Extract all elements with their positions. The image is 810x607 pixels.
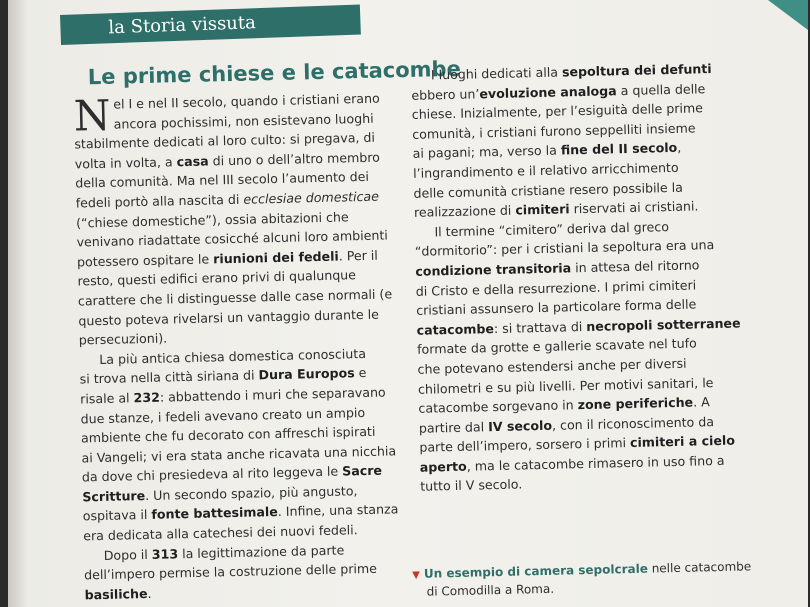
bold-term: riunioni dei fedeli (213, 248, 339, 267)
text-run: partire dal (418, 418, 489, 436)
bold-term: Dura Europos (258, 365, 355, 383)
text-run: ai Vangeli; vi era stata anche ricavata una nicchia (81, 442, 397, 466)
caption-line2: di Comodilla a Roma. (426, 581, 555, 599)
right-column (411, 58, 766, 497)
text-run: volta in volta, a (74, 153, 177, 172)
bold-term: basiliche (84, 585, 148, 603)
text-run: Dopo il (103, 546, 152, 563)
text-run: ancora pochissimi, non esistevano luoghi (113, 110, 374, 132)
left-column (73, 89, 399, 605)
text-run: : abbattendo i muri che separavano (159, 384, 386, 405)
bold-term: cimiteri (515, 201, 570, 218)
text-run: . Infine, una stanza (277, 501, 399, 520)
text-run: . Per il (338, 247, 378, 264)
bold-term: IV secolo (487, 417, 553, 434)
text-run: , ma le catacombe rimasero in uso fino a (466, 452, 725, 474)
text-run: la legittimazione da parte (177, 542, 345, 561)
text-run: venivano riadattate cosicché alcuni loro ambienti (76, 227, 388, 250)
text-run: ebbero un’ (411, 85, 480, 103)
text-run: ambiente che fu decorato con affreschi ispirati (80, 423, 376, 446)
bold-term: 313 (151, 545, 179, 562)
text-run: : si trattava di (493, 318, 587, 336)
bold-term: 232 (133, 389, 161, 406)
text-run: , con il riconoscimento da (551, 413, 715, 433)
text-run: delle comunità cristiane resero possibile la (413, 179, 684, 201)
text-run: tutto il V secolo. (420, 476, 523, 495)
text-run: dell’impero permise la costruzione delle prime (83, 561, 378, 583)
text-run: due stanze, i fedeli avevano creato un ampio (80, 404, 366, 426)
text-run: I luoghi dedicati alla (430, 64, 563, 83)
bold-term: evoluzione analoga (479, 82, 617, 101)
drop-cap: N (73, 90, 112, 141)
text-run: el I e nel II secolo, quando i cristiani erano (113, 90, 380, 112)
text-run: . (147, 585, 152, 601)
text-run: carattere che li distinguesse dalle case normali (e (77, 286, 393, 309)
text-run: . Un secondo spazio, più angusto, (145, 483, 358, 503)
text-run: formate da grotte e gallerie scavate nel tufo (416, 335, 697, 358)
right-column-text (411, 58, 766, 497)
bold-term: aperto (419, 458, 467, 475)
text-run: ai pagani; ma, verso la (412, 142, 562, 162)
text-run: realizzazione di (413, 202, 516, 220)
text-run: stabilmente dedicati al loro culto: si pregava, di (74, 129, 376, 152)
caption-bold: Un esempio di camera sepolcrale (423, 561, 649, 581)
text-run: potessero ospitare le (76, 251, 214, 270)
caption-rest: nelle catacombe (647, 559, 752, 576)
text-run: questo poteva rivelarsi un vantaggio durante le (78, 306, 380, 329)
text-run: si trova nella città siriana di (79, 367, 259, 387)
bold-term: Sacre (342, 462, 383, 479)
text-run: chiese. Inizialmente, per l’esiguità delle prime (411, 100, 704, 123)
bold-term: Scritture (82, 487, 146, 505)
bold-term: necropoli sotterranee (586, 315, 741, 334)
text-run: comunità, i cristiani furono seppelliti insieme (412, 120, 696, 142)
italic-term: ecclesiae domesticae (243, 188, 380, 207)
bold-term: condizione transitoria (415, 260, 572, 279)
bold-term: sepoltura dei defunti (561, 61, 712, 80)
text-run: La più antica chiesa domestica conosciuta (99, 345, 367, 367)
bold-term: zone periferiche (577, 394, 694, 413)
text-run: risale al (79, 390, 134, 407)
text-run: a quella delle (616, 80, 706, 98)
text-run: (“chiese domestiche”), ossia abitazioni che (75, 208, 349, 231)
left-column-text (73, 89, 399, 605)
bold-term: casa (176, 153, 209, 169)
section-banner-label: la Storia vissuta (108, 12, 257, 39)
text-run: ospitava il (82, 507, 152, 524)
bold-term: cimiteri a cielo (629, 432, 736, 451)
text-run: che potevano estendersi anche per diversi (417, 355, 687, 377)
caption-arrow-icon: ▼ (412, 569, 421, 581)
text-run: Il termine “cimitero” deriva dal greco (434, 218, 670, 240)
text-run: e (354, 365, 367, 381)
text-run: . A (692, 394, 710, 410)
page-content (8, 0, 808, 607)
text-run: di Cristo e della resurrezione. I primi cimiteri (415, 276, 697, 299)
text-run: , (677, 140, 682, 156)
bold-term: fonte battesimale (151, 504, 278, 523)
text-run: “dormitorio”: per i cristiani la sepoltura era una (414, 237, 715, 260)
text-run: fedeli portò alla nascita di (75, 191, 244, 211)
text-run: della comunità. Ma nel III secolo l’aumento dei (75, 169, 370, 191)
image-caption (412, 558, 773, 601)
text-run: cristiani assunsero la particolare forma delle (416, 296, 697, 318)
text-run: persecuzioni). (78, 330, 168, 348)
text-run: parte dell’impero, sorsero i primi (419, 435, 631, 456)
bold-term: catacombe (416, 320, 495, 338)
text-run: in attesa del ritorno (570, 257, 700, 276)
text-run: riservati ai cristiani. (569, 198, 699, 217)
text-run: di uno o dell’altro membro (208, 149, 381, 169)
text-run: chilometri e su più livelli. Per motivi sanitari, le (417, 374, 714, 397)
text-run: resto, questi edifici erano privi di qualunque (77, 267, 357, 289)
text-run: era dedicata alla catechesi dei nuovi fedeli. (83, 522, 358, 544)
page-title: Le prime chiese e le catacombe (87, 56, 462, 90)
book-page (8, 0, 808, 607)
text-run: catacombe sorgevano in (418, 397, 578, 416)
text-run: da dove chi presiedeva al rito leggeva le (81, 463, 343, 485)
bold-term: fine del II secolo (560, 140, 678, 158)
text-run: l’ingrandimento e il relativo arricchimento (412, 159, 679, 181)
